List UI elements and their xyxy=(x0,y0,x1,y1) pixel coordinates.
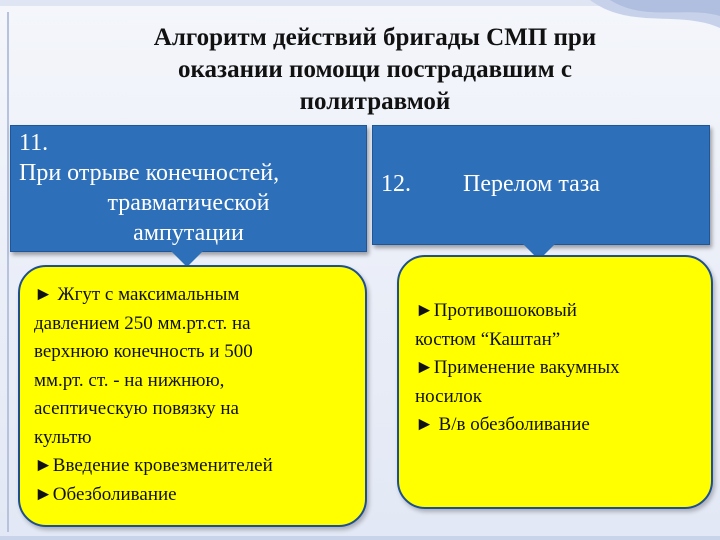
right-heading: Перелом таза xyxy=(463,171,600,197)
left-action-line: давлением 250 мм.рт.ст. на xyxy=(34,312,251,334)
right-action-line: костюм “Каштан” xyxy=(415,328,561,350)
left-decor-line xyxy=(7,12,9,532)
right-action-line: ► В/в обезболивание xyxy=(415,414,590,435)
left-heading-line-3: ампутации xyxy=(133,220,244,246)
title-line-3: политравмой xyxy=(299,88,451,115)
left-action-line: культю xyxy=(34,426,92,448)
title-line-1: Алгоритм действий бригады СМП при xyxy=(153,24,597,51)
bottom-decor-line xyxy=(0,536,720,540)
left-heading-line-2: травматической xyxy=(107,190,270,216)
left-header-text xyxy=(11,158,366,248)
left-heading-line-1: При отрыве конечностей, xyxy=(19,160,280,186)
right-action-line: ►Применение вакумных xyxy=(415,357,620,378)
slide-title xyxy=(110,22,640,118)
left-action-line: ►Введение кровезменителей xyxy=(34,455,273,476)
left-header-box xyxy=(10,125,367,252)
left-action-line: ► Жгут с максимальным xyxy=(34,284,240,305)
title-line-2: оказании помощи пострадавшим с xyxy=(178,56,572,83)
left-actions-list xyxy=(34,281,364,509)
right-step-number: 12. xyxy=(381,171,411,197)
left-action-line: асептическую повязку на xyxy=(34,398,239,419)
left-action-line: верхнюю конечность и 500 xyxy=(34,341,253,362)
right-actions-list xyxy=(415,297,705,440)
left-action-line: ►Обезболивание xyxy=(34,483,177,505)
right-action-line: носилок xyxy=(415,385,482,407)
left-action-line: мм.рт. ст. - на нижнюю, xyxy=(34,369,225,391)
left-step-number: 11. xyxy=(19,130,49,156)
right-actions-box xyxy=(397,255,713,509)
right-header-box xyxy=(372,125,710,245)
left-actions-box xyxy=(18,265,367,527)
right-action-line: ►Противошоковый xyxy=(415,300,577,321)
